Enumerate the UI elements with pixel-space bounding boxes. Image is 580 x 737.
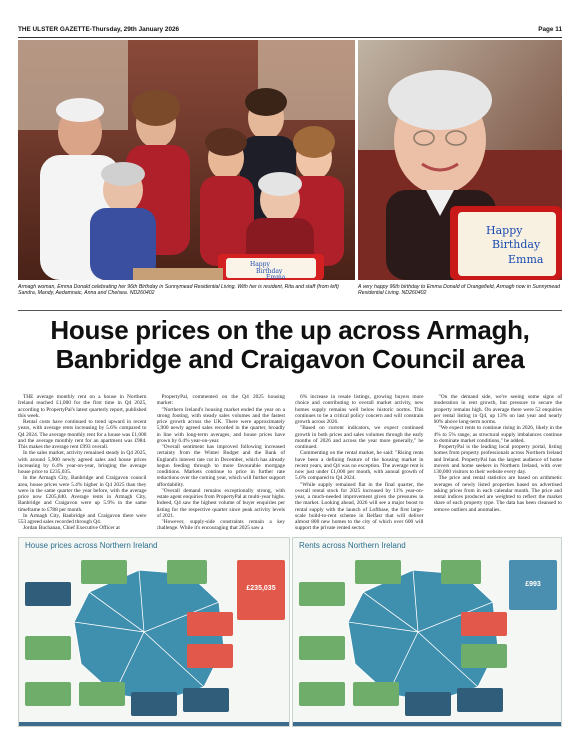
article-column-1: [18, 394, 147, 534]
house-prices-infographic-title: House prices across Northern Ireland: [25, 541, 158, 550]
right-cake-line-2: Birthday: [492, 238, 541, 251]
paragraph: "However, supply-side constraints remain a key challenge. While it's encouraging that 2025 saw a: [156, 519, 285, 532]
paragraph: Rental costs have continued to trend upward in recent years, with average rents increasing by 5.6% compared to Q4 2024. The average monthly rent for a house was £1,000 and the average monthly rent for an apartment was £984. This makes the average rent £993 overall.: [18, 419, 147, 450]
house-prices-infographic: [18, 537, 290, 727]
paragraph: "Northern Ireland's housing market ended the year on a strong footing, with steady sales volumes and the fastest price growth across the UK. There were approximately 5,900 newly agreed sales recorded in the quarter, broadly in line with long-term averages, and house prices have grown by 6.4% year-on-year.: [156, 406, 285, 444]
left-cake-line-1: Happy: [250, 261, 270, 268]
article-column-4: [434, 394, 563, 534]
paragraph: "On the demand side, we're seeing some signs of moderation in rent growth, but pressure to secure the property remains high. On average there were 52 enquiries per rental listing in Q4, up 13% on last year and nearly 60% above long-term norms.: [433, 394, 562, 425]
paragraph: "While supply remained flat in the final quarter, the overall rental stock for 2025 increased by 11% year-on-year, a much-needed improvement given the pressures in the market. Looking ahead, 2026 will see a major boost to rental supply with the launch of Loftbase, the first large-scale build-to-rent scheme in Belfast that will deliver almost 800 new homes to the city of which over 600 will support the private rented sector.: [295, 481, 424, 532]
article-headline: House prices on the up across Armagh, Banbridge and Craigavon Council area: [50, 315, 530, 374]
group-photo-illustration: [18, 40, 355, 280]
paragraph: In the sales market, activity remained steady in Q4 2025, with around 5,900 newly agreed sales and house prices increasing by 6.4% year-on-year, bringing the average house price to £235,035.: [18, 450, 147, 475]
paragraph: The price and rental statistics are based on arithmetic averages of newly listed properties based on advertised asking prices from in each calendar month. The price and rental indices produced are weighted to reflect the market share of each property type. The data has been cleansed to remove outliers and anomalies.: [433, 475, 562, 513]
rents-map: [293, 552, 562, 724]
right-photo-caption: A very happy 96th birthday to Emma Donald of Orangefield, Armagh now in Sunnymead Residential Living. ND260402: [358, 284, 561, 297]
paragraph: 6% increase in resale listings, growing buyers more choice and contributing to overall market activity, new homes supply remains well below historic norms. This continues to be a critical policy concern and will constrain growth across 2026.: [295, 394, 424, 425]
house-prices-map: [19, 552, 290, 724]
page-number: Page 11: [538, 26, 562, 33]
rents-infographic-title: Rents across Northern Ireland: [299, 541, 406, 550]
emma-portrait-photo: [358, 40, 562, 280]
paragraph: PropertyPal is the leading local property portal, listing homes from property professionals across Northern Ireland and Ireland. PropertyPal has the largest audience of home movers and home seekers in Northern Ireland, with over 130,000 visitors to their website every day.: [433, 444, 562, 475]
infographic-footer-bar: [19, 722, 289, 726]
article-body: [18, 394, 562, 534]
paragraph: PropertyPal, commented on the Q4 2025 housing market:: [156, 394, 285, 407]
headline-rule: [18, 310, 562, 311]
paragraph: Jordan Buchanan, Chief Executive Officer at: [23, 525, 120, 532]
paragraph: THE average monthly rent on a house in Northern Ireland reached £1,000 for the first time in Q4 2025, according to PropertyPal's latest quarterly report, published this week.: [18, 394, 147, 419]
portrait-photo-illustration: [358, 40, 562, 280]
paragraph: "We expect rents to continue rising in 2026, likely in the 4% to 5% range, as structural supply imbalances continue to dominate market conditions," he added.: [433, 425, 562, 444]
left-photo-caption: Armagh woman, Emma Donald celebrating her 96th Birthday in Sunnymead Residential Living. With her is resident, Rita and staff (from left) Sandra, Mandy, Aedamnaic, Anna and Chelsea. ND260402: [18, 284, 339, 297]
left-cake-line-2: Birthday: [256, 268, 283, 275]
article-column-2: [157, 394, 286, 534]
paragraph: In the Armagh City, Banbridge and Craigavon council area, house prices were 5.4% higher in Q4 2025 than they were in the same quarter the year before, with the average price now £205,840. Average rents in Armagh City, Banbridge and Craigavon were up 5.9% in the same timeframe to £788 per month.: [18, 475, 147, 513]
masthead-rule: [18, 37, 562, 38]
ni-average-price: £235,035: [246, 585, 276, 592]
right-cake-line-3: Emma: [508, 253, 544, 266]
right-cake-line-1: Happy: [486, 224, 523, 237]
article-column-3: [295, 394, 424, 534]
paragraph: In Armagh City, Banbridge and Craigavon there were 553 agreed sales recorded through Q4.: [18, 512, 147, 525]
masthead-date: THE ULSTER GAZETTE-Thursday, 29th January 2026: [18, 26, 180, 33]
paragraph: "Overall demand remains exceptionally strong, with estate agent enquiries from PropertyPal at multi-year highs. Indeed, Q4 saw the highest volume of buyer enquiries per listing for the respective quarter since peak activity levels of 2021.: [156, 487, 285, 519]
paragraph: Commenting on the rental market, he said: "Rising rents have been a defining feature of the housing market in recent years, and Q4 was no exception. The average rent is now just under £1,000 per month, with annual growth of 5.6% compared to Q4 2024.: [295, 450, 424, 482]
group-birthday-photo: [18, 40, 355, 280]
rents-infographic: [292, 537, 562, 727]
ni-average-rent: £993: [525, 581, 541, 588]
paragraph: "Based on current indicators, we expect continued growth in both prices and sales volumes through the early months of 2026 and across the year more generally," he continued.: [295, 425, 424, 450]
infographic-footer-bar: [293, 722, 561, 726]
paragraph: "Overall sentiment has improved following increased certainty from the Winter Budget and the Bank of England's interest rate cut in December, which has already begun feeding through to more favourable mortgage conditions. Markets continue to price in further rate reductions over the coming year, which will further support affordability.: [156, 444, 285, 488]
left-cake-line-3: Emma: [266, 274, 286, 280]
